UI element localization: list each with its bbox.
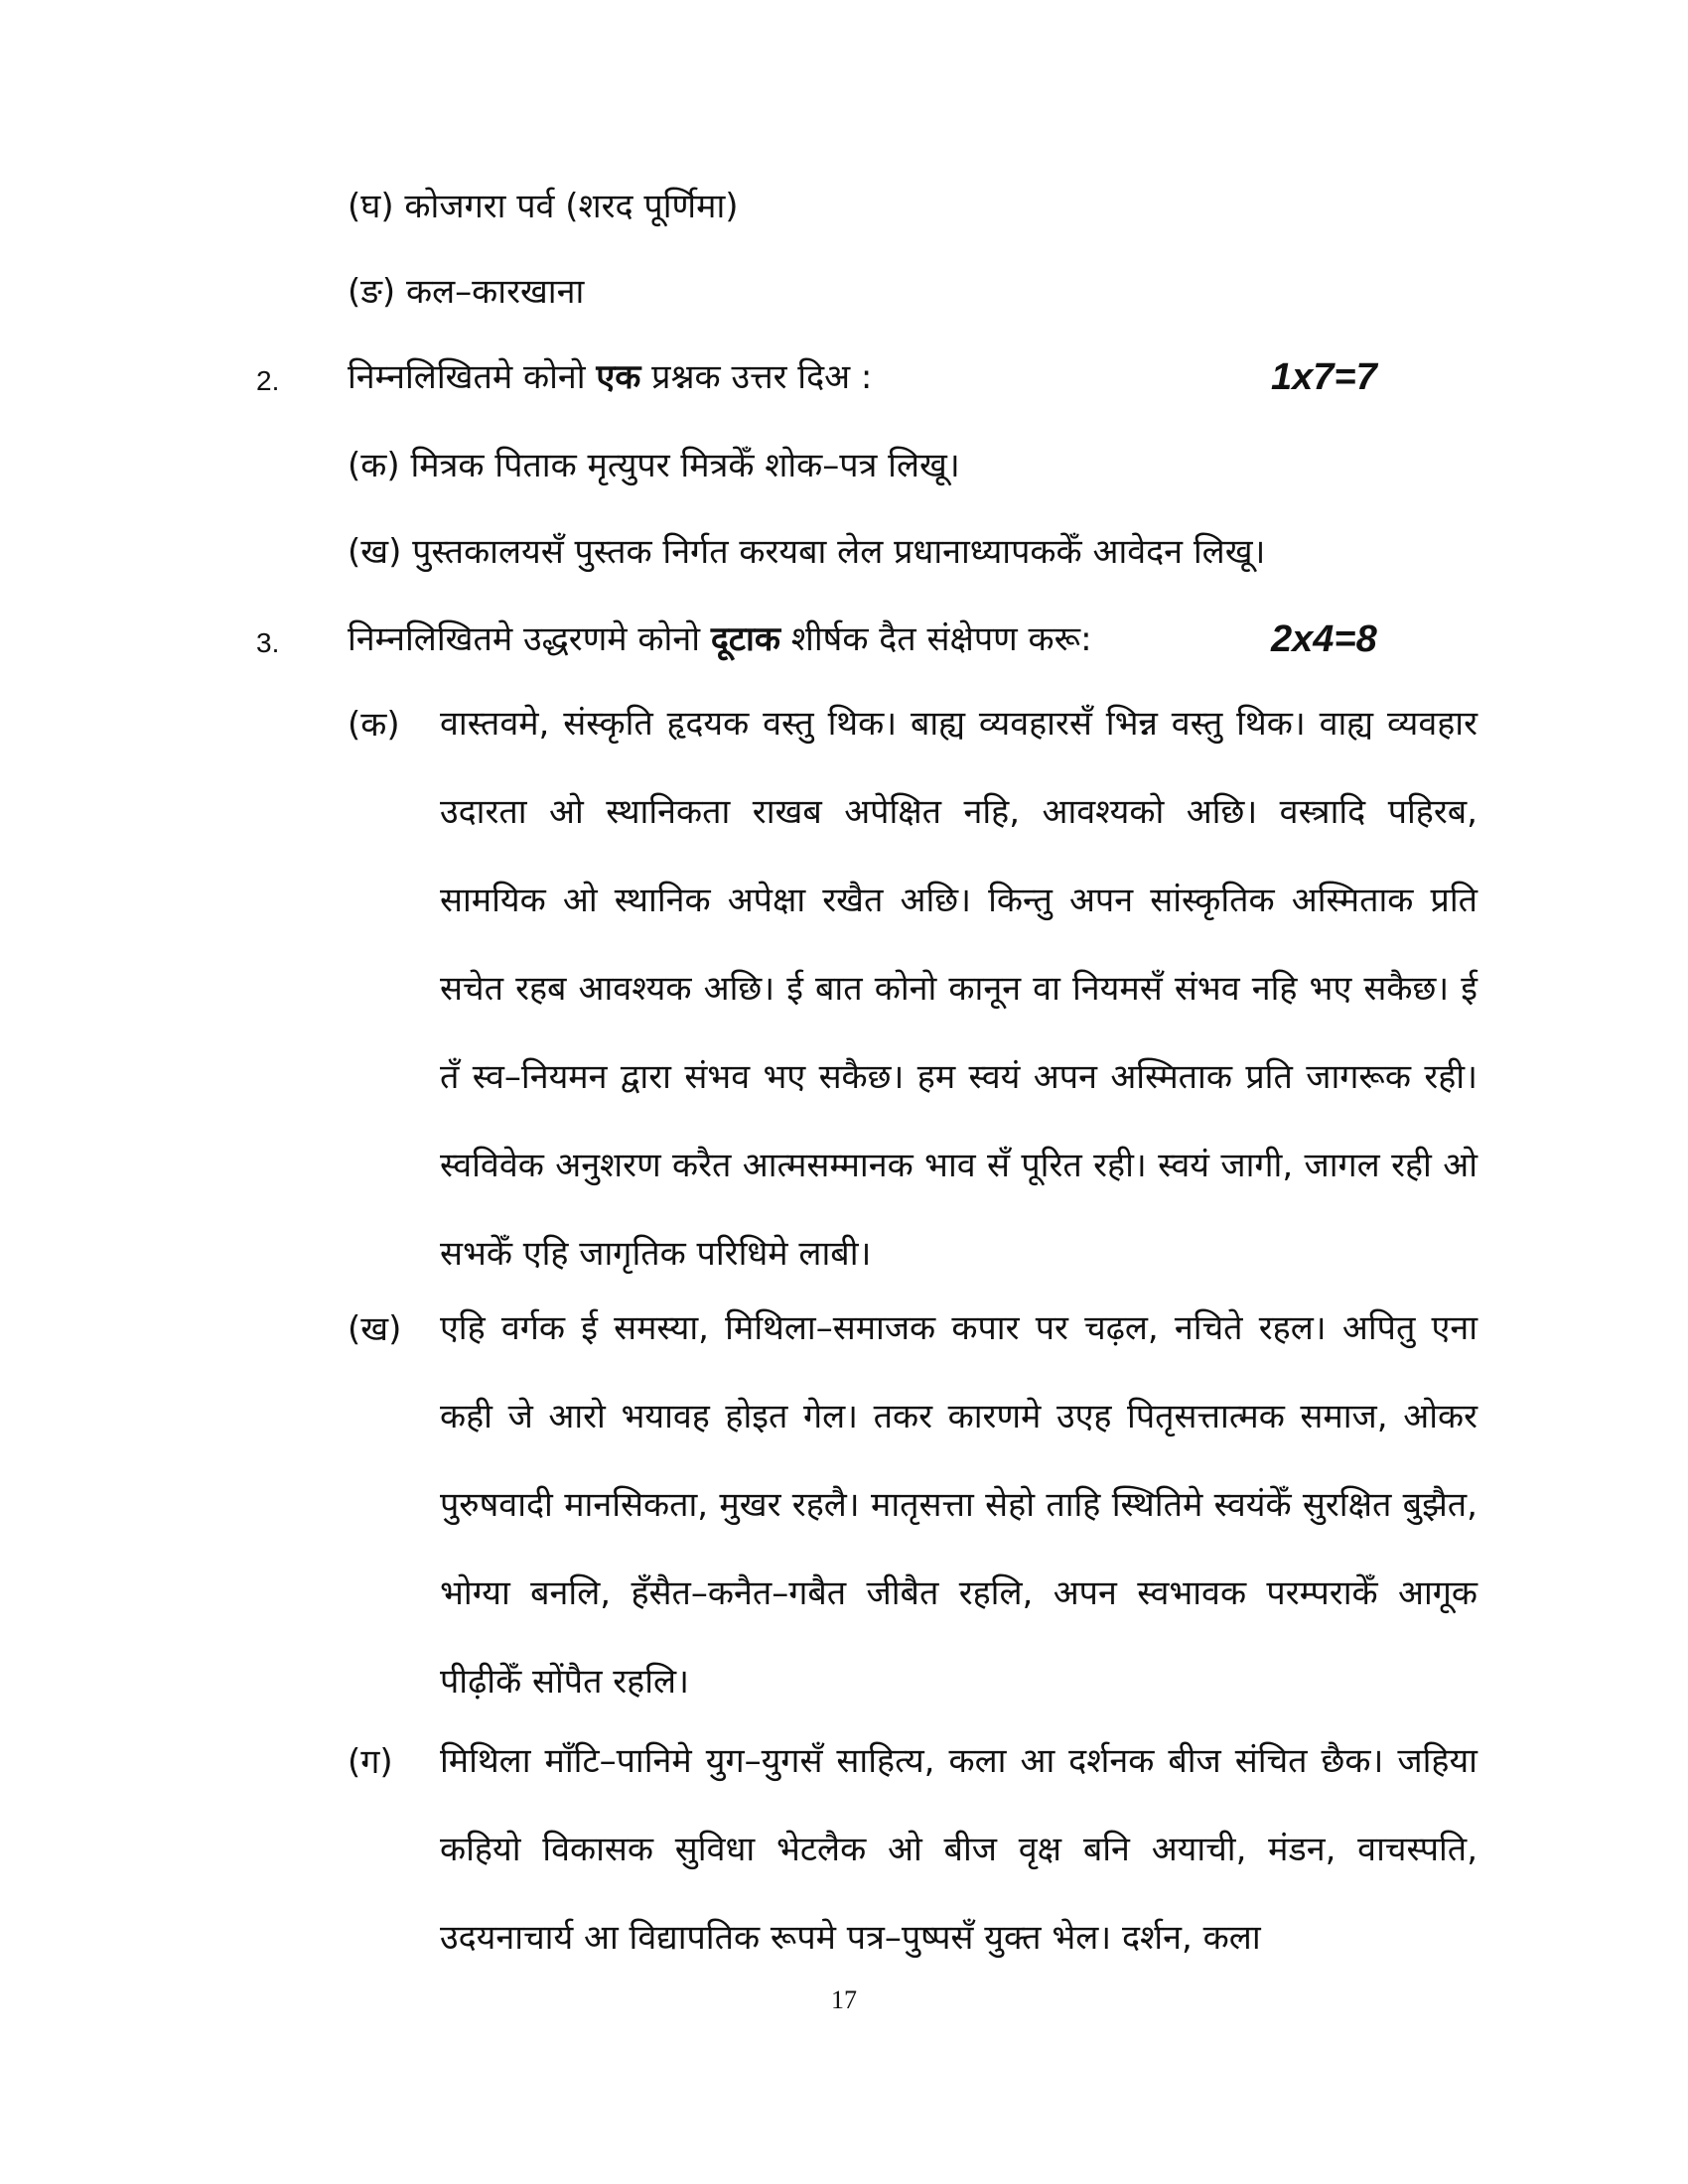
question-2-marks: 1x7=7 — [1271, 356, 1377, 398]
question-2-option-kha: (ख) पुस्तकालयसँ पुस्तक निर्गत करयबा लेल प्रधानाध्यापककेँ आवेदन लिखू। — [348, 532, 1266, 572]
passage-ga-label: (ग) — [348, 1742, 393, 1782]
question-3-suffix: शीर्षक दैत संक्षेपण करू: — [779, 619, 1092, 659]
passage-ka-label: (क) — [348, 705, 400, 745]
question-3-text — [348, 616, 1092, 662]
item-nga: (ङ) कल–कारखाना — [348, 272, 585, 312]
page-number: 17 — [831, 1985, 857, 2014]
question-3-prefix: निम्नलिखितमे उद्धरणमे कोनो — [348, 619, 711, 659]
passage-kha-label: (ख) — [348, 1309, 402, 1349]
question-2-suffix: प्रश्नक उत्तर दिअ : — [640, 357, 873, 397]
passage-ga-text: मिथिला माँटि–पानिमे युग–युगसँ साहित्य, कला आ दर्शनक बीज संचित छैक। जहिया कहियो विकासक सुविधा भेटलैक ओ बीज वृक्ष बनि अयाची, मंडन, वाचस्पति, उदयनाचार्य आ विद्यापतिक रूपमे पत्र–पुष्पसँ युक्त भेल। दर्शन, कला — [440, 1741, 1477, 1958]
question-2-text — [348, 354, 872, 400]
question-3-marks: 2x4=8 — [1271, 618, 1377, 660]
question-3-number: 3. — [256, 627, 280, 658]
passage-ka-text: वास्तवमे, संस्कृति हृदयक वस्तु थिक। बाह्य व्यवहारसँ भिन्न वस्तु थिक। वाह्य व्यवहार उदारता ओ स्थानिकता राखब अपेक्षित नहि, आवश्यको अछि। वस्त्रादि पहिरब, सामयिक ओ स्थानिक अपेक्षा रखैत अछि। किन्तु अपन सांस्कृतिक अस्मिताक प्रति सचेत रहब आवश्यक अछि। ई बात कोनो कानून वा नियमसँ संभव नहि भए सकैछ। ई तँ स्व–नियमन द्वारा संभव भए सकैछ। हम स्वयं अपन अस्मिताक प्रति जागरूक रही। स्वविवेक अनुशरण करैत आत्मसम्मानक भाव सँ पूरित रही। स्वयं जागी, जागल रही ओ सभकेँ एहि जागृतिक परिधिमे लाबी। — [440, 704, 1477, 1274]
question-2-number: 2. — [256, 365, 280, 396]
passage-kha-text: एहि वर्गक ई समस्या, मिथिला–समाजक कपार पर चढ़ल, नचिते रहल। अपितु एना कही जे आरो भयावह होइत गेल। तकर कारणमे उएह पितृसत्तात्मक समाज, ओकर पुरुषवादी मानसिकता, मुखर रहलै। मातृसत्ता सेहो ताहि स्थितिमे स्वयंकेँ सुरक्षित बुझैत, भोग्या बनलि, हँसैत–कनैत–गबैत जीबैत रहलि, अपन स्वभावक परम्पराकेँ आगूक पीढ़ीकेँ सोंपैत रहलि। — [440, 1308, 1477, 1702]
question-2-bold: एक — [596, 357, 641, 397]
question-2-option-ka: (क) मित्रक पिताक मृत्युपर मित्रकेँ शोक–पत्र लिखू। — [348, 446, 960, 485]
question-3-bold: दूटाक — [710, 619, 780, 659]
question-2-prefix: निम्नलिखितमे कोनो — [348, 357, 597, 397]
item-gh: (घ) कोजगरा पर्व (शरद पूर्णिमा) — [348, 187, 739, 226]
